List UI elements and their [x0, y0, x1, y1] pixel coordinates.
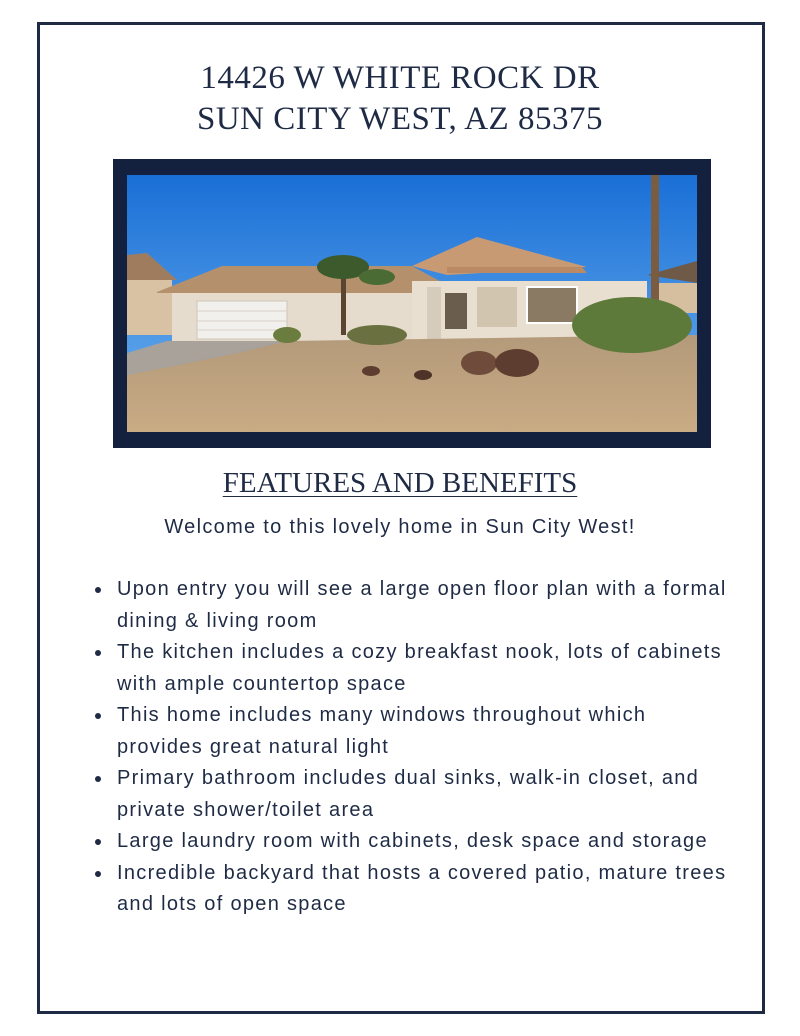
photo-frame — [113, 159, 711, 448]
address-line-2: SUN CITY WEST, AZ 85375 — [197, 101, 603, 137]
features-list — [92, 574, 732, 921]
house-photo — [127, 175, 697, 432]
list-item-text: The kitchen includes a cozy breakfast nook, lots of cabinets with ample countertop space — [117, 641, 722, 695]
features-heading: FEATURES AND BENEFITS — [222, 467, 578, 499]
list-item — [92, 700, 732, 763]
list-item-text: Upon entry you will see a large open floor plan with a formal dining & living room — [117, 578, 727, 632]
list-item — [92, 858, 732, 921]
list-item — [92, 826, 732, 858]
list-item — [92, 763, 732, 826]
list-item-text: Large laundry room with cabinets, desk space and storage — [117, 830, 708, 852]
property-address — [0, 58, 800, 140]
list-item-text: Primary bathroom includes dual sinks, walk-in closet, and private shower/toilet area — [117, 767, 700, 821]
bullet-icon — [95, 839, 101, 845]
bullet-icon — [95, 587, 101, 593]
welcome-text: Welcome to this lovely home in Sun City West! — [164, 516, 636, 538]
list-item — [92, 574, 732, 637]
list-item-text: This home includes many windows throughout which provides great natural light — [117, 704, 647, 758]
bullet-icon — [95, 713, 101, 719]
bullet-icon — [95, 776, 101, 782]
list-item-text: Incredible backyard that hosts a covered patio, mature trees and lots of open space — [117, 861, 727, 915]
address-line-1: 14426 W WHITE ROCK DR — [200, 60, 600, 96]
bullet-icon — [95, 871, 101, 877]
bullet-icon — [95, 650, 101, 656]
list-item — [92, 637, 732, 700]
